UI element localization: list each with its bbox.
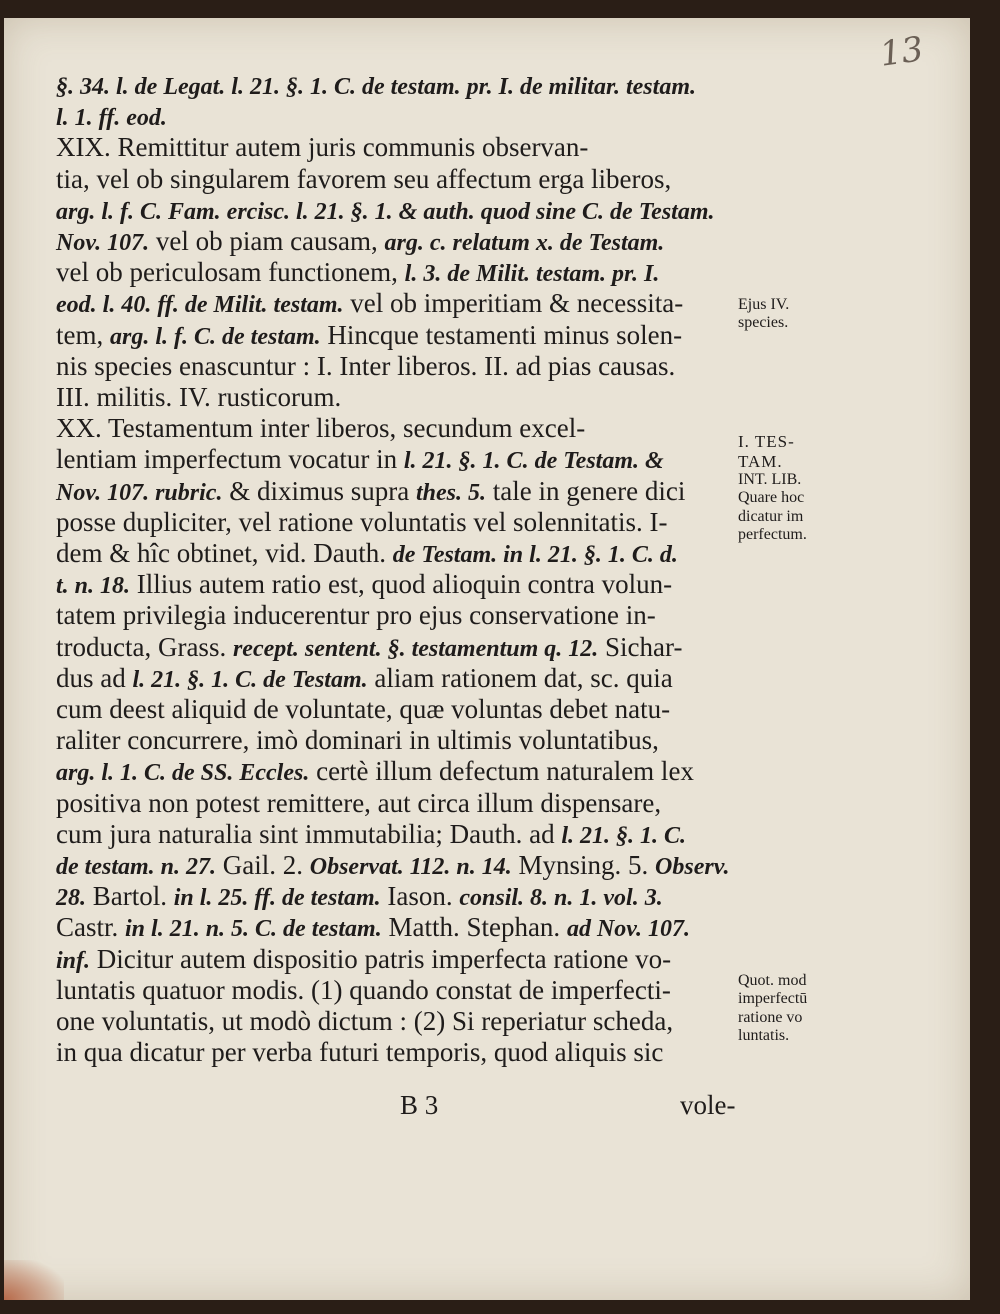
body-text: cum deest aliquid de voluntate, quæ voluntas debet natu- xyxy=(56,694,671,724)
citation-text: arg. l. f. C. de testam. xyxy=(110,324,321,350)
text-line xyxy=(56,883,663,910)
margin-note-line: Quot. mod xyxy=(738,972,807,989)
citation-text: Observ. xyxy=(655,854,730,880)
citation-text: l. 21. §. 1. C. de Testam. xyxy=(132,667,368,693)
text-line xyxy=(56,914,690,941)
text-line xyxy=(56,322,682,349)
text-line xyxy=(56,72,696,99)
body-text: tem, xyxy=(56,320,110,350)
citation-text: t. n. 18. xyxy=(56,573,131,599)
body-text: XX. Testamentum inter liberos, secundum excel- xyxy=(56,413,586,443)
citation-text: l. 3. de Milit. testam. pr. I. xyxy=(404,261,660,287)
text-line xyxy=(56,634,682,661)
citation-text: Nov. 107. xyxy=(56,230,150,256)
body-text: vel ob piam causam, xyxy=(149,226,385,256)
citation-text: in l. 25. ff. de testam. xyxy=(173,885,381,911)
margin-note-line: dicatur im xyxy=(738,507,804,525)
body-text: Dicitur autem dispositio patris imperfecta ratione vo- xyxy=(90,944,672,974)
citation-text: de Testam. in l. 21. §. 1. C. d. xyxy=(392,542,678,568)
body-text: tale in genere dici xyxy=(485,476,686,506)
margin-note-line: ratione vo xyxy=(738,1008,803,1026)
margin-note-line: I. TES- xyxy=(738,432,795,451)
margin-note-line: Ejus IV. xyxy=(738,296,790,313)
text-line xyxy=(56,103,167,130)
body-text: vel ob imperitiam & necessita- xyxy=(343,288,684,318)
body-text: cum jura naturalia sint immutabilia; Dauth. ad xyxy=(56,819,562,849)
text-line xyxy=(56,478,685,505)
body-text: tatem privilegia inducerentur pro ejus conservatione in- xyxy=(56,600,656,630)
body-text: dus ad xyxy=(56,663,133,693)
margin-note-line: TAM. xyxy=(738,451,783,471)
citation-text: consil. 8. n. 1. vol. 3. xyxy=(459,885,663,911)
text-line xyxy=(56,353,675,380)
text-line xyxy=(56,696,670,723)
text-line xyxy=(56,821,686,848)
text-line xyxy=(56,384,341,411)
citation-text: 28. xyxy=(56,885,86,911)
margin-note-line: INT. LIB. xyxy=(738,471,802,489)
body-text: Bartol. xyxy=(86,881,174,911)
body-text: in qua dicatur per verba futuri temporis, quod aliquis sic xyxy=(56,1037,664,1067)
body-text: Iason. xyxy=(380,881,460,911)
text-line xyxy=(56,446,664,473)
citation-text: Nov. 107. rubric. xyxy=(56,480,223,506)
body-text: Hincque testamenti minus solen- xyxy=(320,320,683,350)
citation-text: Observat. 112. n. 14. xyxy=(309,854,512,880)
text-line xyxy=(56,166,671,193)
body-text: posse dupliciter, vel ratione voluntatis vel solennitatis. I- xyxy=(56,507,668,537)
citation-text: de testam. n. 27. xyxy=(56,854,216,880)
citation-text: l. 1. ff. eod. xyxy=(56,105,167,131)
citation-text: l. 21. §. 1. C. xyxy=(561,823,687,849)
text-line xyxy=(56,758,694,785)
citation-text: inf. xyxy=(56,948,91,974)
body-text: vel ob periculosam functionem, xyxy=(56,257,405,287)
margin-note-line: species. xyxy=(738,314,789,332)
body-text: dem & hîc obtinet, vid. Dauth. xyxy=(56,538,393,568)
text-line xyxy=(56,852,729,879)
body-text: positiva non potest remittere, aut circa illum dispensare, xyxy=(56,788,662,818)
body-text: one voluntatis, ut modò dictum : (2) Si reperiatur scheda, xyxy=(56,1006,674,1036)
citation-text: l. 21. §. 1. C. de Testam. & xyxy=(403,448,664,474)
citation-text: arg. c. relatum x. de Testam. xyxy=(384,230,665,256)
citation-text: thes. 5. xyxy=(415,480,486,506)
citation-text: arg. l. 1. C. de SS. Eccles. xyxy=(56,760,310,786)
text-line xyxy=(56,415,585,442)
text-line xyxy=(56,228,664,255)
citation-text: §. 34. l. de Legat. l. 21. §. 1. C. de testam. pr. I. de militar. testam. xyxy=(56,74,696,100)
text-line xyxy=(56,1008,673,1035)
citation-text: in l. 21. n. 5. C. de testam. xyxy=(125,916,382,942)
body-text: Castr. xyxy=(56,912,126,942)
citation-text: recept. sentent. §. testamentum q. 12. xyxy=(232,636,599,662)
body-text: nis species enascuntur : I. Inter liberos. II. ad pias causas. xyxy=(56,351,676,381)
text-line xyxy=(56,134,588,161)
text-line xyxy=(56,540,678,567)
margin-note-line: perfectum. xyxy=(738,526,807,544)
margin-note-species xyxy=(738,296,789,333)
body-text: XIX. Remittitur autem juris communis observan- xyxy=(56,132,589,162)
text-line xyxy=(56,727,659,754)
body-text: Mynsing. 5. xyxy=(511,850,656,880)
catchword: vole- xyxy=(680,1090,736,1120)
text-line xyxy=(56,946,671,973)
body-text: Sichar- xyxy=(598,632,683,662)
body-text: lentiam imperfectum vocatur in xyxy=(56,444,404,474)
body-text: Matth. Stephan. xyxy=(381,912,567,942)
body-text: aliam rationem dat, sc. quia xyxy=(367,663,673,693)
text-line xyxy=(56,259,659,286)
margin-note-line: luntatis. xyxy=(738,1027,790,1045)
citation-text: arg. l. f. C. Fam. ercisc. l. 21. §. 1. & auth. quod sine C. de Testam. xyxy=(56,199,715,225)
text-line xyxy=(56,290,683,317)
body-text: Gail. 2. xyxy=(216,850,310,880)
page-stain xyxy=(4,1260,64,1300)
text-line xyxy=(56,571,672,598)
text-line xyxy=(56,1039,663,1066)
page-number: 13 xyxy=(877,29,926,75)
body-text: tia, vel ob singularem favorem seu affectum erga liberos, xyxy=(56,164,672,194)
body-text: & diximus supra xyxy=(222,476,416,506)
text-line xyxy=(56,790,661,817)
citation-text: ad Nov. 107. xyxy=(566,916,691,942)
body-text: troducta, Grass. xyxy=(56,632,233,662)
margin-note-line: Quare hoc xyxy=(738,489,805,507)
body-text: Illius autem ratio est, quod alioquin contra volun- xyxy=(130,569,673,599)
text-line xyxy=(56,509,668,536)
citation-text: eod. l. 40. ff. de Milit. testam. xyxy=(56,292,344,318)
signature-mark: B 3 xyxy=(400,1090,439,1120)
text-line xyxy=(56,602,656,629)
margin-note-line: imperfectū xyxy=(738,990,808,1008)
margin-note-testament xyxy=(738,432,807,545)
body-text: luntatis quatuor modis. (1) quando constat de imperfecti- xyxy=(56,975,671,1005)
text-line xyxy=(56,977,671,1004)
text-line xyxy=(56,197,715,224)
body-text: raliter concurrere, imò dominari in ultimis voluntatibus, xyxy=(56,725,659,755)
body-text: certè illum defectum naturalem lex xyxy=(309,756,694,786)
body-text: III. militis. IV. rusticorum. xyxy=(56,382,342,412)
text-line xyxy=(56,665,673,692)
margin-note-modes xyxy=(738,972,807,1046)
